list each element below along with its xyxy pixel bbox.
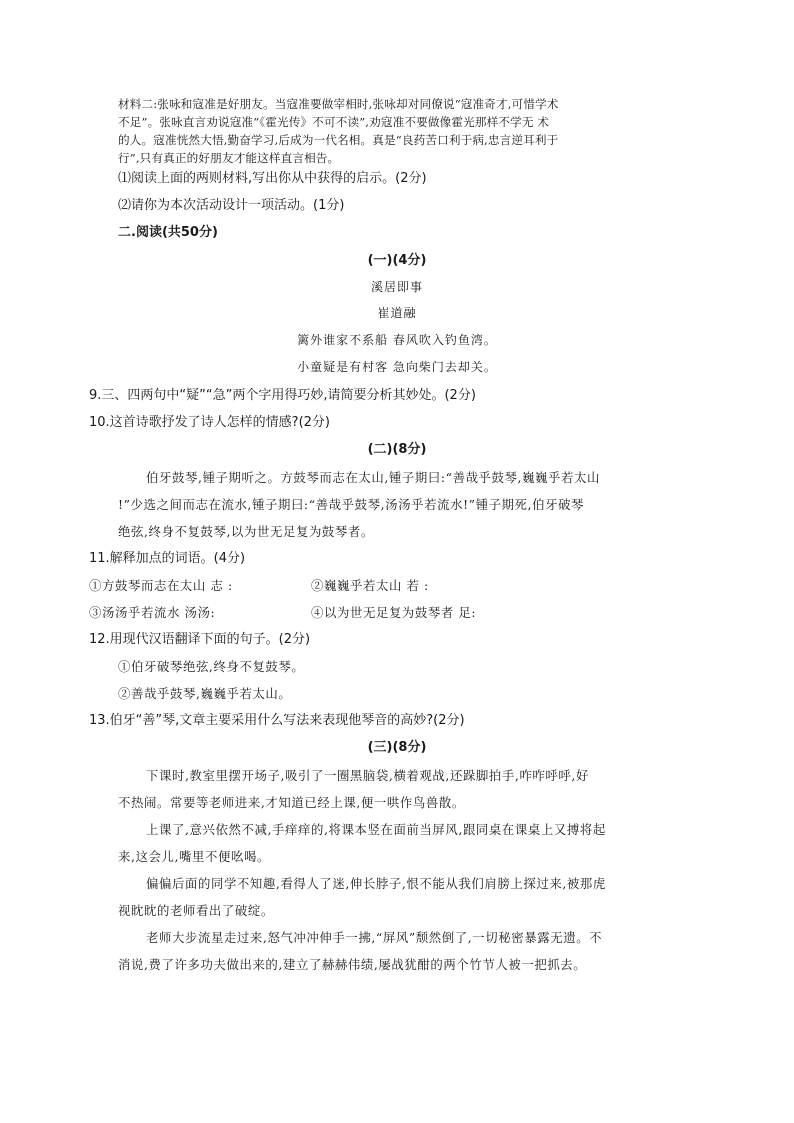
q11-item-2: ②巍巍乎若太山 若 : [311,578,429,593]
material2-line-2: 不足”。张咏直言劝说寇准“《霍光传》不可不读”,劝寇准不要做像霍光那样不学无 术 [118,115,550,129]
question-11: 11.解释加点的词语。(4分) [89,551,246,566]
part-3-title: (三)(8分) [367,740,427,755]
part3-p3-line-2: 视眈眈的老师看出了破绽。 [118,903,274,918]
poem-line-2: 小童疑是有村客 急向柴门去却关。 [297,360,497,374]
question-12: 12.用现代汉语翻译下面的句子。(2分) [89,632,311,647]
part2-para-line-3: 绝弦,终身不复鼓琴,以为世无足复为鼓琴者。 [118,524,374,539]
q11-item-4: ④以为世无足复为鼓琴者 足: [311,605,477,620]
q11-row-2 [89,605,477,621]
poem-author: 崔道融 [377,306,417,320]
material2-line-4: 行”,只有真正的好朋友才能这样直言相告。 [118,151,340,165]
part3-p2-line-1: 上课了,意兴依然不减,手痒痒的,将课本竖在面前当屏风,跟同桌在课桌上又搏将起 [146,822,606,837]
part3-p4-line-2: 消说,费了许多功夫做出来的,建立了赫赫伟绩,屡战犹酣的两个竹节人被一把抓去。 [118,957,587,972]
part-2-title: (二)(8分) [367,442,427,457]
part2-para-line-1: 伯牙鼓琴,锺子期听之。方鼓琴而志在太山,锺子期曰:“善哉乎鼓琴,巍巍乎若太山 [146,470,601,485]
q11-item-1: ①方鼓琴而志在太山 志 : [89,578,233,593]
q11-item-3: ③汤汤乎若流水 汤汤: [89,605,216,620]
part3-p1-line-1: 下课时,教室里摆开场子,吸引了一圈黑脑袋,横着观战,还跺脚拍手,咋咋呼呼,好 [146,768,589,783]
q11-row-1 [89,578,429,594]
poem-line-1: 篱外谁家不系船 春风吹入钓鱼湾。 [297,333,497,347]
question-13: 13.伯牙“善”琴,文章主要采用什么写法来表现他琴音的高妙?(2分) [89,713,465,728]
material2-line-3: 的人。寇准恍然大悟,勤奋学习,后成为一代名相。真是“良药苦口利于病,忠言逆耳利于 [118,133,559,147]
question-part-1: ⑴阅读上面的两则材料,写出你从中获得的启示。(2分) [118,171,427,186]
part3-p3-line-1: 偏偏后面的同学不知趣,看得人了迷,伸长脖子,恨不能从我们肩膀上探过来,被那虎 [146,876,606,891]
part3-p1-line-2: 不热闹。常要等老师进来,才知道已经上课,便一哄作鸟兽散。 [118,795,465,810]
part2-para-line-2: !”少选之间而志在流水,锺子期曰:“善哉乎鼓琴,汤汤乎若流水!”锺子期死,伯牙破琴 [118,497,585,512]
q12-item-1: ①伯牙破琴绝弦,终身不复鼓琴。 [118,659,305,674]
part3-p2-line-2: 来,这会儿,嘴里不便吆喝。 [118,849,270,864]
part-1-title: (一)(4分) [367,253,427,268]
section-2-heading: 二.阅读(共50分) [118,225,218,240]
poem-title: 溪居即事 [370,280,423,294]
question-10: 10.这首诗歌抒发了诗人怎样的情感?(2分) [89,415,330,430]
part3-p4-line-1: 老师大步流星走过来,怒气冲冲伸手一拂,“屏风”颓然倒了,一切秘密暴露无遗。不 [146,930,603,945]
q12-item-2: ②善哉乎鼓琴,巍巍乎若太山。 [118,686,292,701]
material2-line-1: 材料二:张咏和寇准是好朋友。当寇准要做宰相时,张咏却对同僚说“寇准奇才,可惜学术 [118,97,559,111]
question-part-2: ⑵请你为本次活动设计一项活动。(1分) [118,198,345,213]
question-9: 9.三、四两句中“疑”“急”两个字用得巧妙,请简要分析其妙处。(2分) [89,388,476,403]
